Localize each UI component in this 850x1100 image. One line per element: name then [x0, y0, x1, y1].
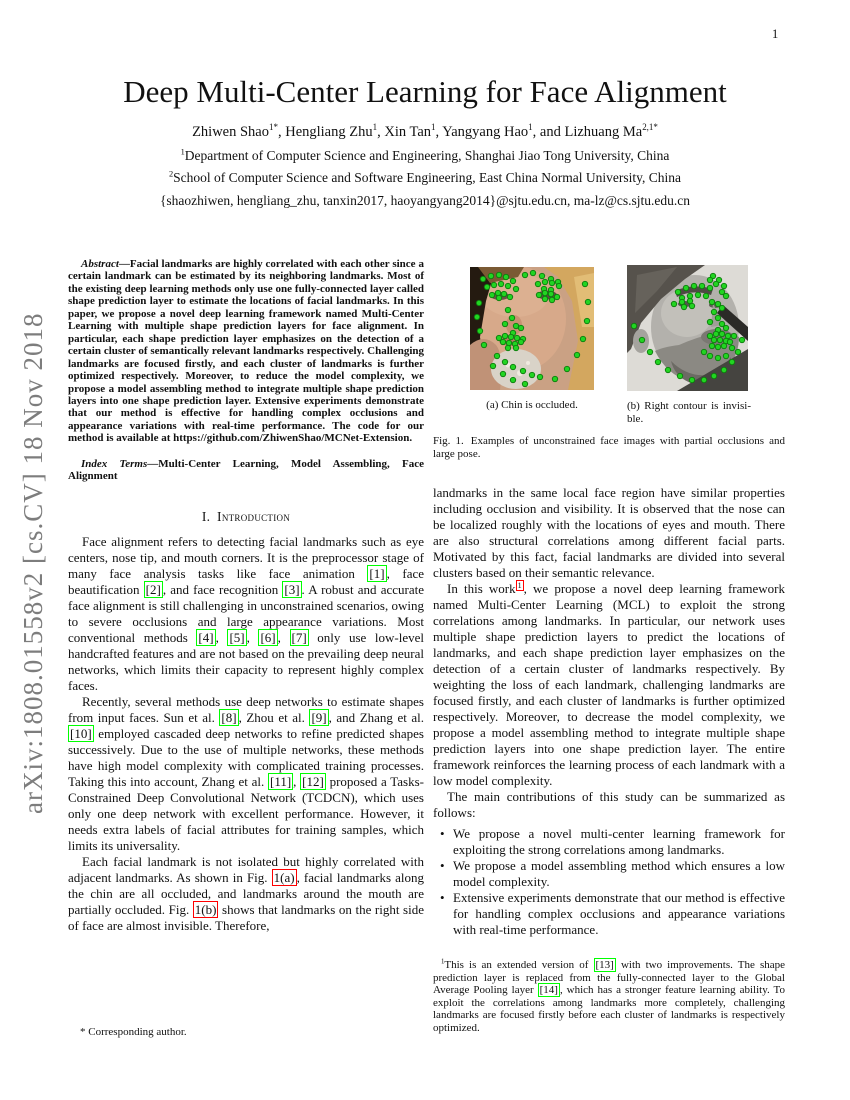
right-paragraph-2: In this work $^1$ , we propose a novel deep learning framework named Multi-Center Learning (MCL) to exploit the strong correlations among landmarks. In particular, our network uses multiple shape prediction layers to predict the locations of landmarks, and each shape prediction layer emphasizes on the detection of a certain cluster of landmarks respectively. By weighting the loss of each landmark, challenging landmarks are focused firstly, and each cluster of landmarks is further optimized respectively. Moreover, to decrease the model complexity, we propose a model assembling method to integrate multiple shape prediction layers into one shape prediction layer. The entire framework reinforces the learning process of each landmark with a low model complexity.	[433, 580, 785, 788]
figure-1-label: Fig. 1.	[433, 435, 464, 447]
citation-link[interactable]: [14]	[539, 984, 558, 997]
citation-link[interactable]: [10]	[70, 725, 92, 741]
subfigure-a	[470, 267, 594, 412]
citation-link[interactable]: [7]	[291, 629, 307, 645]
figure-ref-link[interactable]: 1(a)	[273, 869, 295, 885]
footnote-extended-version: $^1$This is an extended version of [13] with two improvements. The shape prediction layer is replaced from the fully-connected layer to the Global Average Pooling layer [14] , which has a stronger feature learning ability. To exploit the correlations among landmarks more completely, challenging landmarks are focused firstly before each cluster of landmarks is respectively optimized.	[433, 958, 786, 1034]
citation-link[interactable]: [4]	[198, 629, 214, 645]
intro-paragraph-3: Each facial landmark is not isolated but highly correlated with adjacent landmarks. As shown in Fig. 1(a) , facial landmarks along the chin are all occluded, and landmarks around the mouth are partially occluded. Fig. 1(b) shows that landmarks on the right side of face are almost invisible. Therefore,	[68, 853, 424, 933]
citation-link[interactable]: [1]	[369, 565, 385, 581]
abstract-text: —Facial landmarks are highly correlated with each other since a certain landmark can be estimated by its neighboring landmarks. Most of the existing deep learning methods only use one fully-connected layer called shape prediction layer to estimate the locations of facial landmarks. In this paper, we propose a novel deep learning framework named Multi-Center Learning with multiple shape prediction layers for face alignment. In particular, each shape prediction layer emphasizes on the detection of a certain cluster of semantically relevant landmarks respectively. Challenging landmarks are focused firstly, and each cluster of landmarks is further optimized respectively. Moreover, to reduce the model complexity, we propose a model assembling method to integrate multiple shape prediction layers into one shape prediction layer. Extensive experiments demonstrate that our method is effective for handling complex occlusions and appearance variations with real-time performance. The code for our method is available at https://github.com/ZhiwenShao/MCNet-Extension.	[68, 258, 424, 445]
author-emails: {shaozhiwen, hengliang_zhu, tanxin2017, haoyangyang2014}@sjtu.edu.cn, ma-lz@cs.sjtu.edu.cn	[159, 193, 691, 208]
contribution-item: • Extensive experiments demonstrate that our method is effective for handling complex occlusions and appearance variations with real-time performance.	[433, 890, 785, 938]
affiliation-1: $^1$Department of Computer Science and Engineering, Shanghai Jiao Tong University, China	[180, 147, 670, 163]
index-terms	[68, 458, 424, 483]
left-column	[68, 258, 424, 934]
contributions-list	[433, 826, 785, 938]
citation-link[interactable]: [2]	[145, 581, 161, 597]
citation-link[interactable]: [9]	[311, 709, 327, 725]
right-column	[433, 265, 785, 1035]
affiliation-2: $^2$School of Computer Science and Software Engineering, East China Normal University, China	[168, 169, 682, 185]
index-terms-label: Index Terms	[81, 457, 148, 470]
citation-link[interactable]: [12]	[302, 773, 324, 789]
contribution-item: • We propose a novel multi-center learning framework for exploiting the strong correlations among landmarks.	[433, 826, 785, 858]
paper-title: Deep Multi-Center Learning for Face Alignment	[123, 74, 727, 109]
contribution-item: • We propose a model assembling method which ensures a low model complexity.	[433, 858, 785, 890]
face-photo-occluded-chin	[470, 267, 594, 390]
intro-paragraph-1: Face alignment refers to detecting facial landmarks such as eye centers, nose tip, and mouth corners. It is the preprocessor stage of many face analysis tasks like face animation [1] , face beautification [2] , and face recognition [3] . A robust and accurate face alignment is still challenging in unconstrained scenarios, owing to severe occlusions and large appearance variations. Most conventional methods [4] , [5] , [6] , [7] only use low-level handcrafted features and are not based on the prevailing deep neural networks, which limits their capacity to represent highly complex faces.	[68, 533, 425, 693]
citation-link[interactable]: [8]	[221, 709, 237, 725]
abstract	[68, 258, 424, 445]
citation-link[interactable]: [6]	[260, 629, 276, 645]
figure-1-caption	[433, 435, 785, 461]
index-terms-text: —Multi-Center Learning, Model Assembling, Face Alignment	[68, 457, 424, 483]
subcaption-a: (a) Chin is occluded.	[486, 399, 578, 411]
figure-1-caption-text: Examples of unconstrained face images with partial occlusions and large pose.	[433, 435, 785, 460]
right-paragraph-3: The main contributions of this study can be summarized as follows:	[433, 789, 785, 820]
section-heading-introduction: I. Introduction	[201, 508, 291, 524]
right-paragraph-1: landmarks in the same local face region have similar properties including occlusion and visibility. It is observed that the nose can be localized roughly with the locations of eyes and mouth. There are also structural correlations among different facial parts. Motivated by this fact, facial landmarks are divided into several clusters based on their semantic relevance.	[433, 485, 785, 580]
face-photo-large-pose	[627, 265, 748, 391]
author-line: Zhiwen Shao$^{1*}$, Hengliang Zhu$^1$, Xin Tan$^1$, Yangyang Hao$^1$, and Lizhuang $Ma^{2,1*}$	[192, 122, 658, 140]
abstract-label: Abstract	[81, 258, 119, 270]
citation-link[interactable]: [13]	[595, 959, 614, 971]
figure-ref-link[interactable]: 1(b)	[194, 901, 217, 917]
citation-link[interactable]: [3]	[284, 581, 300, 597]
footnote-ref-link[interactable]: 1	[517, 580, 522, 590]
citation-link[interactable]: [5]	[229, 629, 245, 645]
citation-link[interactable]: [11]	[269, 773, 292, 789]
corresponding-author-note: * Corresponding author.	[80, 1026, 187, 1038]
intro-paragraph-2: Recently, several methods use deep networks to estimate shapes from input faces. Sun et al. [8] , Zhou et al. [9] , and Zhang et al. [10] employed cascaded deep networks to refine predicted shapes successively. Due to the use of multiple networks, these methods have high model complexity with complicated training processes. Taking this into account, Zhang et al. [11] , [12] proposed a Tasks-Constrained Deep Convolutional Network (TCDCN), which uses only one deep network with excellent performance. However, it needs extra labels of facial attributes for training samples, which limits its universality.	[68, 693, 424, 853]
subcaption-b: (b) Right contour is invisible.	[627, 400, 751, 425]
subfigure-b	[627, 265, 751, 425]
figure-1	[433, 265, 785, 485]
arxiv-watermark: arXiv:1808.01558v2 [cs.CV] 18 Nov 2018	[18, 312, 48, 814]
page-number: 1	[772, 27, 779, 41]
